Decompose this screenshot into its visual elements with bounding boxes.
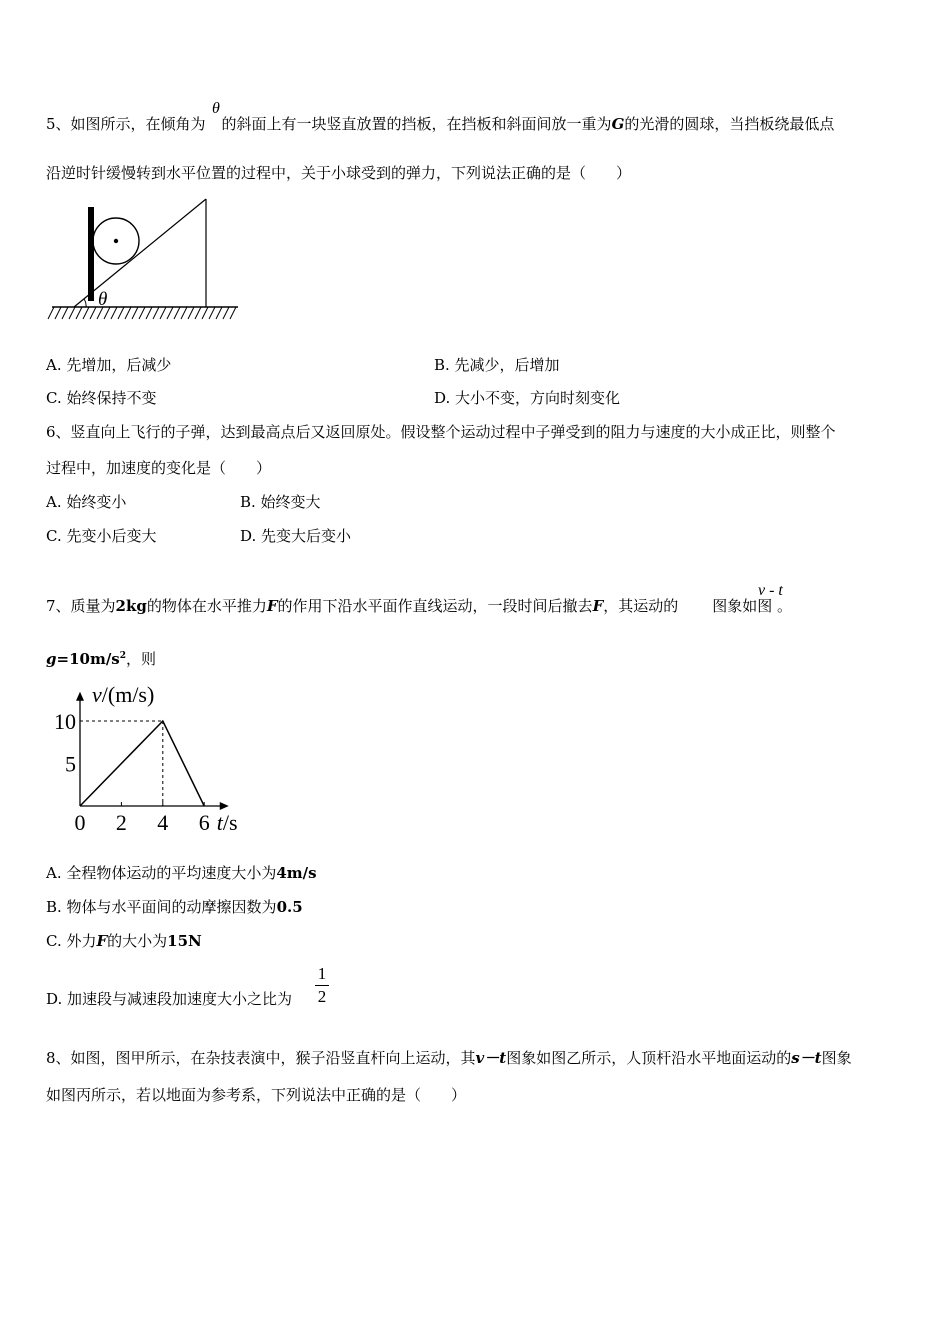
ground-hatching: [48, 307, 236, 319]
y-tick-label: 5: [65, 751, 76, 777]
q5-line-2: 沿逆时针缓慢转到水平位置的过程中，关于小球受到的弹力，下列说法正确的是（ ）: [46, 164, 632, 182]
x-tick-label: 4: [157, 810, 169, 835]
q6-line-2: 过程中，加速度的变化是（ ）: [46, 459, 272, 477]
x-axis-arrow: [220, 802, 229, 810]
q5-option-c: C. 始终保持不变: [46, 389, 157, 407]
q7-line-2: $g=10m/s^2$，则: [46, 650, 157, 668]
baffle-board: [88, 207, 94, 301]
q7-option-b: B. 物体与水平面间的动摩擦因数为0.5: [46, 898, 303, 916]
q5-line-1: 5、如图所示，在倾角为 的斜面上有一块竖直放置的挡板，在挡板和斜面间放一重为G的光滑的圆球，当挡板绕最低点: [46, 115, 835, 133]
q7-option-c: C. 外力F的大小为15N: [46, 932, 202, 950]
q7-vt-symbol: v - t: [758, 582, 783, 599]
ball-center: [114, 239, 118, 243]
q5-theta-symbol: θ: [212, 100, 220, 117]
fraction-denominator: 2: [317, 987, 327, 1006]
q7-option-a: A. 全程物体运动的平均速度大小为4m/s: [46, 864, 317, 882]
velocity-series-line: [80, 721, 204, 806]
x-tick-label: 0: [74, 810, 86, 835]
q7-line-1: 7、质量为2kg的物体在水平推力F的作用下沿水平面作直线运动，一段时间后撤去F，其运动的 图象如图 。: [46, 597, 793, 615]
y-axis-label: v/(m/s): [92, 681, 155, 707]
q5-option-b: B. 先减少，后增加: [434, 356, 560, 374]
y-axis-arrow: [76, 692, 84, 701]
q6-option-d: D. 先变大后变小: [240, 527, 352, 545]
x-tick-label: 6: [198, 810, 210, 835]
q5-option-a: A. 先增加，后减少: [46, 356, 172, 374]
q7-vt-chart: [44, 680, 264, 840]
q5-option-d: D. 大小不变，方向时刻变化: [434, 389, 621, 407]
fraction-numerator: 1: [317, 964, 327, 983]
angle-arc: [84, 299, 86, 307]
q6-line-1: 6、竖直向上飞行的子弹，达到最高点后又返回原处。假设整个运动过程中子弹受到的阻力与速度的大小成正比，则整个: [46, 423, 836, 441]
q5-incline-figure: [46, 195, 246, 325]
q6-option-b: B. 始终变大: [240, 493, 321, 511]
q6-option-a: A. 始终变小: [46, 493, 127, 511]
q6-option-c: C. 先变小后变大: [46, 527, 157, 545]
y-tick-label: 10: [54, 709, 76, 734]
angle-label: θ: [98, 289, 108, 310]
q7-option-d: D. 加速段与减速段加速度大小之比为: [46, 990, 293, 1008]
q8-line-1: 8、如图，图甲所示，在杂技表演中，猴子沿竖直杆向上运动，其v－t图象如图乙所示，人顶杆沿水平地面运动的s－t图象: [46, 1049, 852, 1067]
q8-line-2: 如图丙所示，若以地面为参考系，下列说法中正确的是（ ）: [46, 1086, 467, 1104]
q7-option-d-fraction: [314, 964, 330, 1007]
x-tick-label: 2: [115, 810, 127, 835]
x-axis-label: t/s: [216, 810, 238, 835]
